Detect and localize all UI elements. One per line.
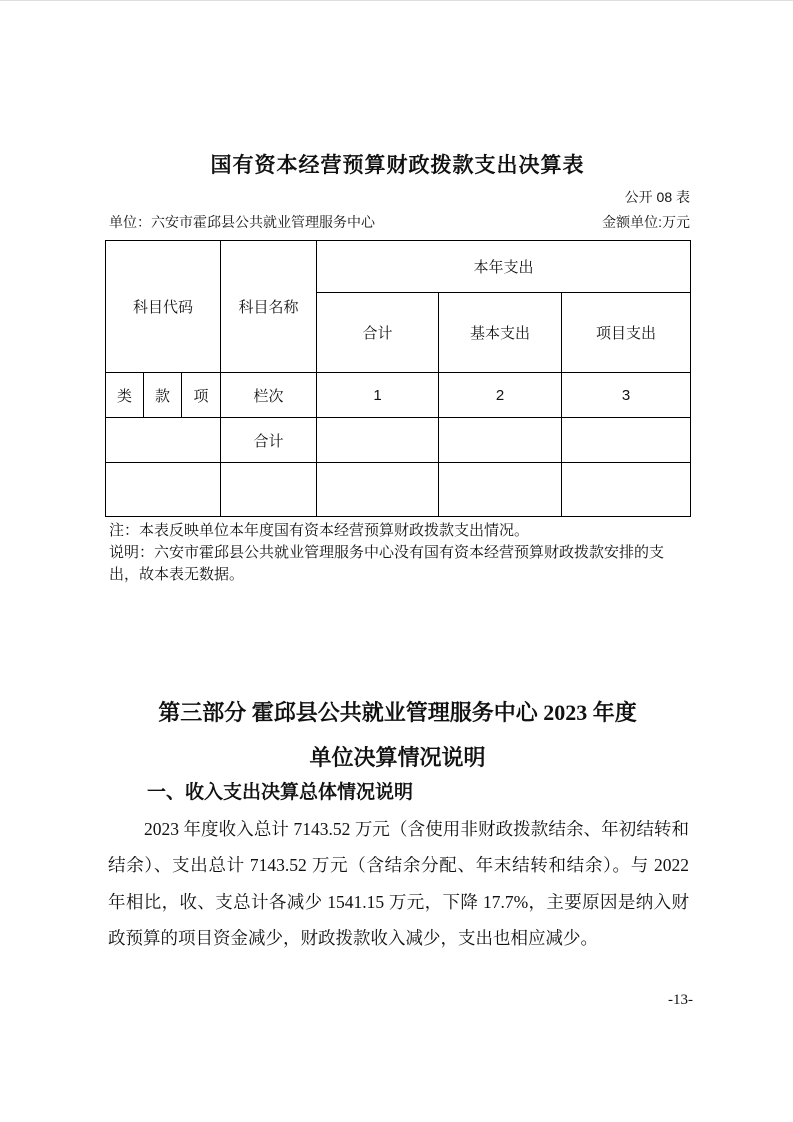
cell-basic bbox=[439, 463, 562, 517]
cell-project bbox=[562, 463, 691, 517]
part3-heading-line2: 单位决算情况说明 bbox=[309, 745, 486, 770]
header-code-item: 项 bbox=[182, 373, 221, 418]
cell-total bbox=[317, 463, 439, 517]
table-row bbox=[106, 373, 691, 418]
document-title: 国有资本经营预算财政拨款支出决算表 bbox=[210, 154, 585, 177]
header-subject-code: 科目代码 bbox=[106, 241, 221, 373]
header-column-index-label: 栏次 bbox=[221, 373, 317, 418]
part3-heading bbox=[95, 690, 700, 780]
summary-paragraph: 2023 年度收入总计 7143.52 万元（含使用非财政拨款结余、年初结转和结余）、支出总计 7143.52 万元（含结余分配、年末结转和结余）。与 2022 年相比，收、支总计各减少 1541.15 万元，下降 17.7%，主要原因是纳入财政预算的项目资金减少，财政拨款收入减少，支出也相应减少。 bbox=[108, 819, 689, 949]
header-code-section: 款 bbox=[144, 373, 182, 418]
header-col3: 3 bbox=[562, 373, 691, 418]
cell-name bbox=[221, 463, 317, 517]
unit-label: 单位：六安市霍邱县公共就业管理服务中心 bbox=[109, 214, 375, 230]
header-col1: 1 bbox=[317, 373, 439, 418]
header-total: 合计 bbox=[317, 293, 439, 373]
table-code-label: 公开 08 表 bbox=[624, 189, 690, 205]
header-project-expenditure: 项目支出 bbox=[562, 293, 691, 373]
cell-project bbox=[562, 418, 691, 463]
table-row bbox=[106, 241, 691, 293]
explanation-line: 说明：六安市霍邱县公共就业管理服务中心没有国有资本经营预算财政拨款安排的支出，故本表无数据。 bbox=[109, 544, 665, 583]
cell-name: 合计 bbox=[221, 418, 317, 463]
header-current-year-expenditure: 本年支出 bbox=[317, 241, 691, 293]
table-row bbox=[106, 463, 691, 517]
amount-unit-label: 金额单位:万元 bbox=[602, 214, 690, 230]
cell-total bbox=[317, 418, 439, 463]
table-row bbox=[106, 418, 691, 463]
header-code-class: 类 bbox=[106, 373, 144, 418]
cell-code bbox=[106, 463, 221, 517]
header-subject-name: 科目名称 bbox=[221, 241, 317, 373]
table-notes bbox=[109, 520, 691, 586]
budget-table bbox=[105, 240, 691, 517]
table-meta-row bbox=[105, 212, 690, 232]
page-number: -13- bbox=[668, 992, 693, 1008]
cell-basic bbox=[439, 418, 562, 463]
part3-heading-line1: 第三部分 霍邱县公共就业管理服务中心 2023 年度 bbox=[158, 700, 637, 725]
header-basic-expenditure: 基本支出 bbox=[439, 293, 562, 373]
cell-code bbox=[106, 418, 221, 463]
header-col2: 2 bbox=[439, 373, 562, 418]
page-top-divider bbox=[0, 0, 793, 1]
section1-heading: 一、收入支出决算总体情况说明 bbox=[147, 782, 414, 803]
note-line: 注：本表反映单位本年度国有资本经营预算财政拨款支出情况。 bbox=[109, 522, 530, 539]
